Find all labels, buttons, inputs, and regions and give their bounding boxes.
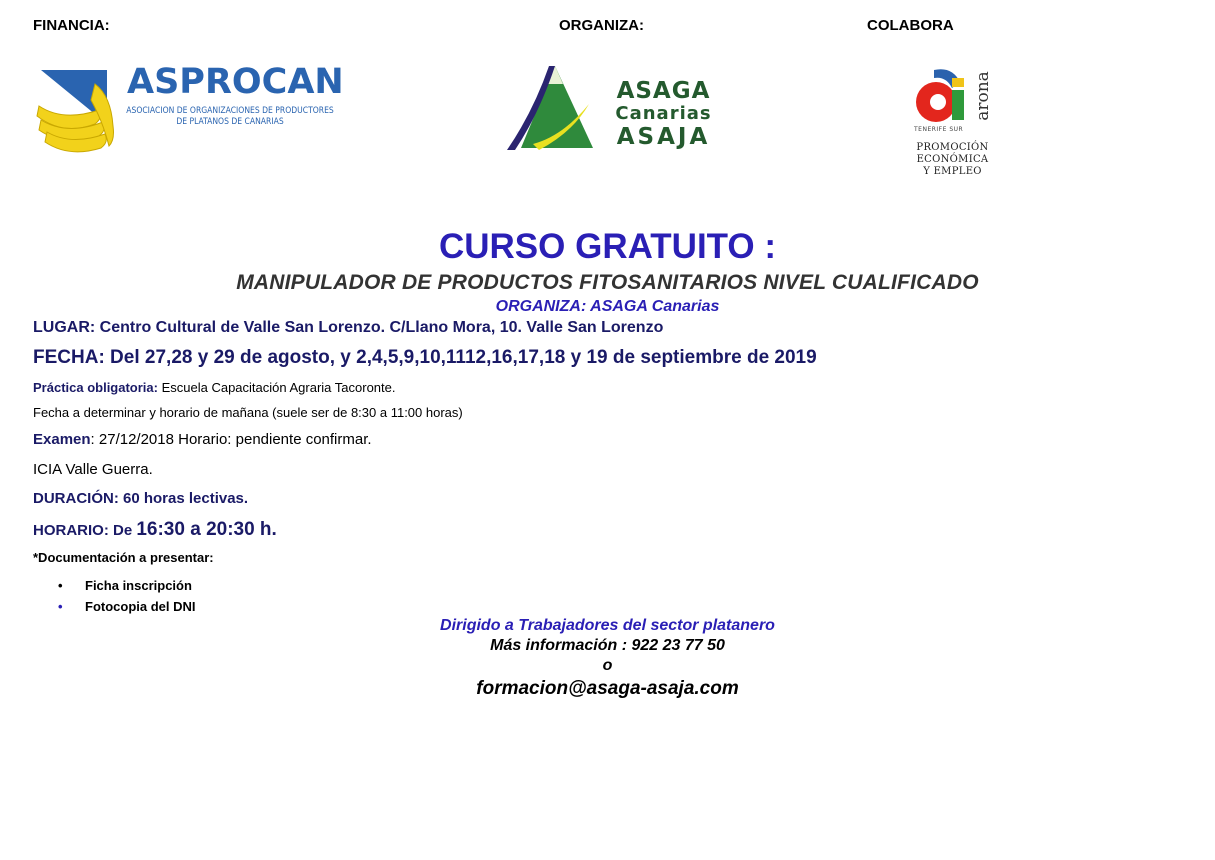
practica-note: Fecha a determinar y horario de mañana (suele ser de 8:30 a 11:00 horas) [33, 405, 463, 420]
info-line: Más información : 922 23 77 50 [490, 637, 725, 654]
asprocan-logo [33, 62, 343, 152]
asaga-logo [503, 62, 733, 154]
horario-value: 16:30 a 20:30 h. [136, 519, 277, 540]
lugar-line [33, 319, 663, 337]
lugar-value: Centro Cultural de Valle San Lorenzo. C/Llano Mora, 10. Valle San Lorenzo [95, 319, 664, 336]
asaga-line3: ASAJA [616, 124, 711, 150]
document-label: Ficha inscripción [85, 578, 192, 593]
document-label: Fotocopia del DNI [85, 599, 196, 614]
banana-icon [33, 66, 121, 154]
documentacion-label: *Documentación a presentar: [33, 550, 214, 565]
fecha-line [33, 347, 817, 369]
course-organiza: ORGANIZA: ASAGA Canarias [495, 298, 720, 315]
arona-subtitle [880, 142, 1025, 178]
list-item [58, 596, 196, 617]
financia-label: FINANCIA: [33, 17, 110, 34]
fecha-value: Del 27,28 y 29 de agosto, y 2,4,5,9,10,1112,16,17,18 y 19 de septiembre de 2019 [104, 347, 817, 368]
bullet-icon: • [58, 578, 63, 593]
practica-value: Escuela Capacitación Agraria Tacoronte. [157, 380, 396, 395]
bullet-icon: • [58, 599, 63, 614]
asprocan-subtitle-line1: ASOCIACION DE ORGANIZACIONES DE PRODUCTORES [126, 106, 334, 116]
asprocan-subtitle-line2: DE PLATANOS DE CANARIAS [176, 117, 284, 127]
or-line: o [602, 657, 613, 674]
list-item [58, 575, 196, 596]
asaga-line1: ASAGA [616, 78, 711, 104]
practica-label: Práctica obligatoria: [33, 380, 158, 395]
examen-label: Examen [33, 431, 91, 448]
arona-subtitle-line2: Y EMPLEO [923, 166, 982, 177]
arona-tag: TENERIFE SUR [914, 126, 964, 133]
fecha-label: FECHA: [33, 347, 105, 368]
organiza-label: ORGANIZA: [559, 17, 644, 34]
duracion-line [33, 490, 248, 507]
horario-label: HORARIO: [33, 522, 109, 539]
arona-name: arona [973, 71, 993, 121]
asprocan-name: ASPROCAN [127, 62, 344, 102]
icia-line: ICIA Valle Guerra. [33, 461, 153, 478]
documents-list [58, 575, 196, 617]
course-subtitle: MANIPULADOR DE PRODUCTOS FITOSANITARIOS NIVEL CUALIFICADO [236, 271, 979, 294]
horario-de: De [108, 522, 137, 539]
examen-line [33, 431, 372, 448]
asaga-triangle-icon [503, 62, 603, 154]
duracion-value: 60 horas lectivas. [118, 490, 249, 507]
arona-subtitle-line1: PROMOCIÓN ECONÓMICA [916, 142, 989, 165]
email-link[interactable]: formacion@asaga-asaja.com [476, 678, 739, 699]
course-title: CURSO GRATUITO : [438, 227, 777, 266]
asaga-line2: Canarias [615, 103, 712, 124]
dirigido-line: Dirigido a Trabajadores del sector platanero [440, 617, 775, 634]
horario-line [33, 519, 277, 541]
arona-logo [880, 62, 1025, 177]
colabora-label: COLABORA [867, 17, 954, 34]
lugar-label: LUGAR: [33, 319, 96, 336]
duracion-label: DURACIÓN: [33, 490, 119, 507]
asprocan-subtitle [125, 106, 335, 128]
practica-line [33, 380, 396, 395]
arona-emblem-icon [912, 66, 970, 124]
examen-value: : 27/12/2018 Horario: pendiente confirmar. [90, 431, 372, 448]
